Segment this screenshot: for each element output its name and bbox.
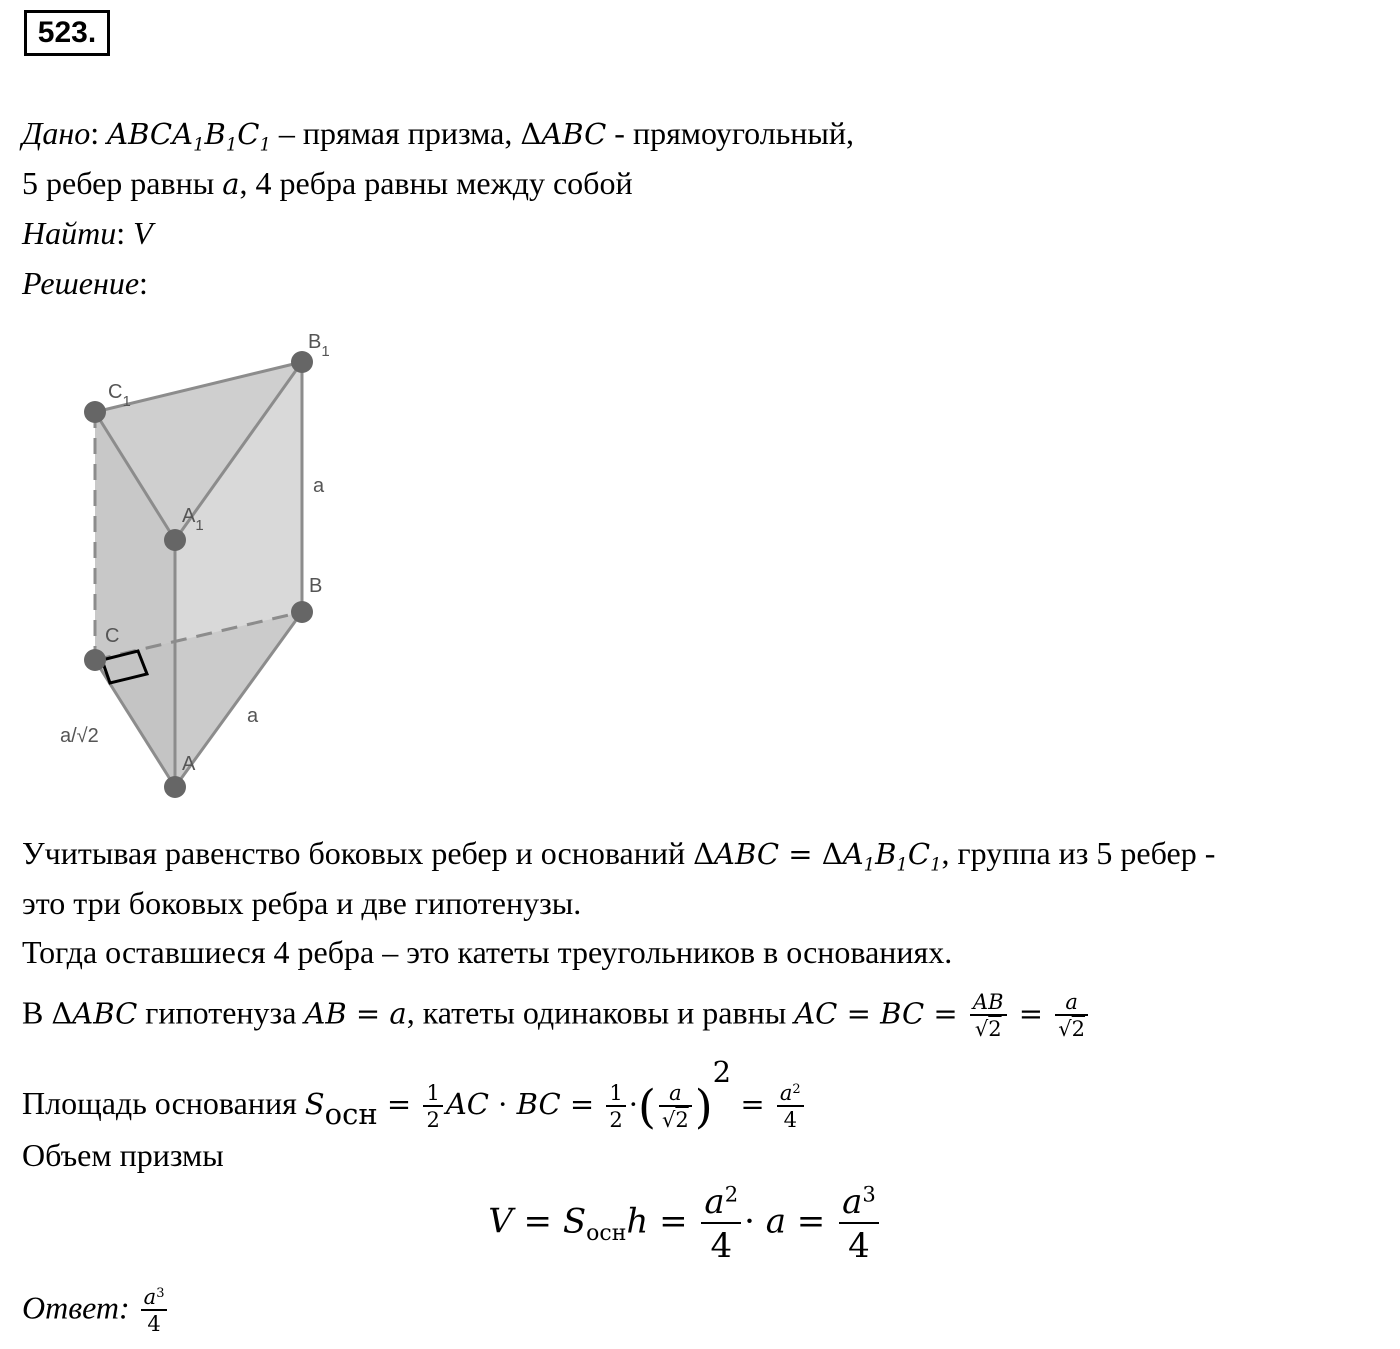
paragraph-4: В ΔABC гипотенуза AB = a, катеты одинаковы и равны AC = BC = $\frac{AB}{√2}$ = $\frac{a}{√2}$ [22,990,1091,1042]
problem-number: 523. [24,10,110,56]
label-edge-side: a [313,475,325,497]
answer-line: Ответ: $\frac{a^3}{4}$ [22,1285,170,1337]
frac-a-sqrt2: $\frac{a}{√2}$ [1055,990,1088,1042]
label-edge-ab: a [247,705,259,727]
solution-label: Решение [22,265,140,301]
p1-text-a: Учитывая равенство боковых ребер и оснований [22,835,694,871]
vertex-c [84,649,106,671]
label-c: C [105,625,120,647]
label-edge-ac: a/√2 [60,725,99,747]
vertex-b1 [291,351,313,373]
given-var-a: a [222,167,240,201]
label-b1: $B_1$ [308,331,330,360]
given-text-2: - прямоугольный, [606,115,855,151]
p4-text-b: гипотенуза [137,994,305,1031]
find-value: V [133,215,153,251]
find-label: Найти [22,215,117,251]
label-b: B [309,575,323,597]
given-line-2b: , 4 ребра равны между собой [239,165,633,201]
answer-label: Ответ: [22,1289,130,1326]
p1-text-b: , группа из 5 ребер - [941,835,1216,871]
find-line: Найти: V [22,215,153,251]
volume-formula: $V = S_{осн}h$ = $\frac{a^2}{4}$ · a = $\frac{a^3}{4}$ [0,1182,1370,1268]
given-line-2 [22,163,633,204]
frac-ab-sqrt2: $\frac{AB}{√2}$ [970,990,1007,1042]
p4-text-c: , катеты одинаковы и равны [406,994,795,1031]
label-a1: $A_1$ [182,505,204,534]
paragraph-2: это три боковых ребра и две гипотенузы. [22,885,582,921]
paragraph-3: Тогда оставшиеся 4 ребра – это катеты треугольников в основаниях. [22,934,953,970]
prism-figure [40,320,360,810]
solution-line: Решение: [22,265,148,301]
vertex-a [164,776,186,798]
paragraph-5: Площадь основания $S_{осн}$ = $\frac{1}{2}$ AC · BC = $\frac{1}{2}$ ·( $\frac{a}{√2}$ )$^2$ = $\frac{a^2}{4}$ [22,1072,807,1133]
label-a: A [182,753,196,775]
label-c1: $C_1$ [108,381,131,410]
given-line-2a: 5 ребер равны [22,165,223,201]
p5-text-a: Площадь основания [22,1084,305,1121]
p4-text-a: В [22,994,52,1031]
paragraph-1: Учитывая равенство боковых ребер и оснований $\Delta ABC = \Delta A_1B_1C_1$, группа из 5 ребер - [22,835,1216,876]
paragraph-6: Объем призмы [22,1137,224,1173]
vertex-a1 [164,529,186,551]
given-line-1: Дано: $ABCA_1B_1C_1$ – прямая призма, ΔABC - прямоугольный, [22,115,855,156]
vertex-c1 [84,401,106,423]
given-text-1: – прямая призма, [270,115,521,151]
vertex-b [291,601,313,623]
given-label: Дано [22,115,91,151]
